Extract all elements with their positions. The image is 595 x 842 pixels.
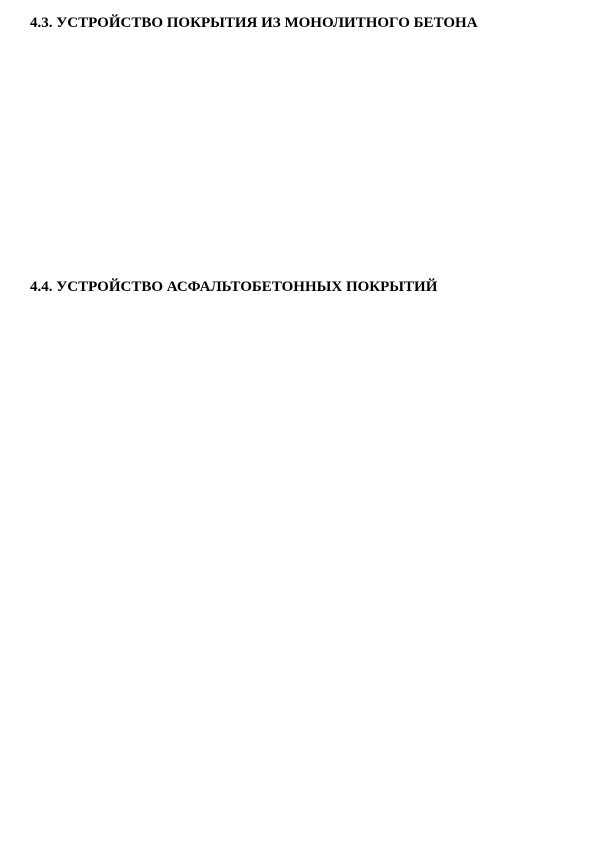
paragraph-4-3-10 <box>30 264 565 272</box>
paragraph-4-4-1 <box>30 318 565 326</box>
section-4-4-intro <box>30 304 565 312</box>
paragraph <box>30 68 565 76</box>
paragraph-4-3-5 <box>30 138 565 146</box>
paragraph-4-3-9 <box>30 222 565 230</box>
paragraph-4-3-2 <box>30 54 565 62</box>
paragraph <box>30 124 565 132</box>
paragraph-4-3-8 <box>30 208 565 216</box>
paragraph-4-3-1 <box>30 40 565 48</box>
paragraph <box>30 194 565 202</box>
paragraph <box>30 250 565 258</box>
section-4-3-heading: 4.3. УСТРОЙСТВО ПОКРЫТИЯ ИЗ МОНОЛИТНОГО БЕТОНА <box>30 15 478 31</box>
paragraph-4-3-7 <box>30 166 565 174</box>
paragraph <box>30 82 565 90</box>
section-4-4-heading: 4.4. УСТРОЙСТВО АСФАЛЬТОБЕТОННЫХ ПОКРЫТИЙ <box>30 279 438 295</box>
paragraph-4-3-3 <box>30 96 565 104</box>
paragraph <box>30 180 565 188</box>
paragraph <box>30 236 565 244</box>
paragraph-4-3-4 <box>30 110 565 118</box>
paragraph-4-3-6 <box>30 152 565 160</box>
